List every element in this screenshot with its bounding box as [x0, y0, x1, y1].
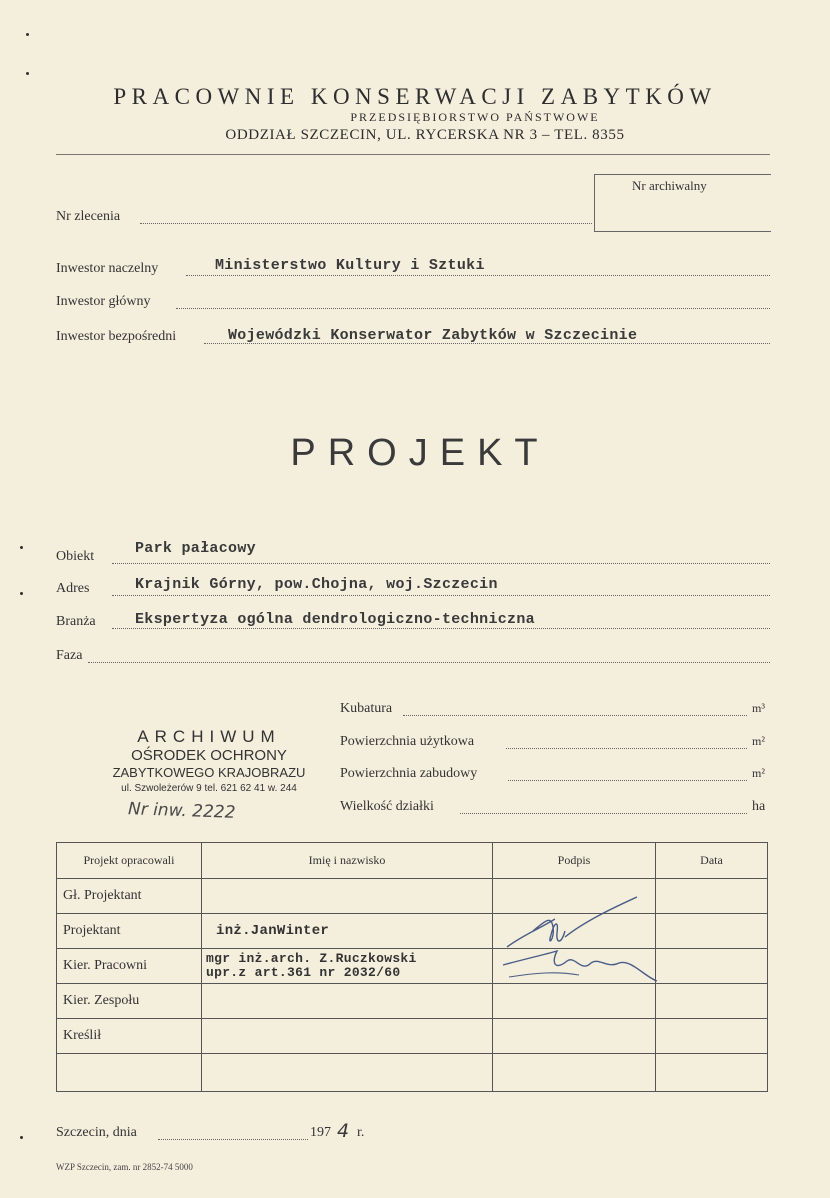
measure-label: Kubatura: [340, 701, 393, 716]
order-number-label: Nr zlecenia: [56, 209, 121, 224]
stamp-line: ul. Szwoleżerów 9 tel. 621 62 41 w. 244: [121, 783, 297, 794]
measure-line: [506, 747, 747, 749]
measure-unit: m²: [752, 766, 765, 780]
object-field-label: Branża: [56, 614, 96, 629]
date-cell: [656, 949, 768, 984]
table-header-cell: Podpis: [493, 843, 656, 879]
role-cell: Kier. Pracowni: [57, 949, 202, 984]
year-suffix: r.: [357, 1125, 365, 1140]
name-cell: [202, 984, 493, 1019]
table-header-cell: Data: [656, 843, 768, 879]
name-cell: [202, 1054, 493, 1092]
investor-line: [186, 274, 770, 276]
measure-label: Wielkość działki: [340, 799, 434, 814]
organization-name: PRACOWNIE KONSERWACJI ZABYTKÓW: [113, 84, 717, 109]
punch-mark: [20, 1136, 23, 1139]
measure-label: Powierzchnia użytkowa: [340, 734, 475, 749]
punch-mark: [20, 546, 23, 549]
name-cell: [202, 879, 493, 914]
inventory-number: Nr inw. 2222: [127, 799, 236, 823]
measure-unit: m³: [752, 701, 765, 715]
signature-cell: [493, 1019, 656, 1054]
measure-label: Powierzchnia zabudowy: [340, 766, 478, 781]
date-cell: [656, 1019, 768, 1054]
date-cell: [656, 914, 768, 949]
role-cell: Kreślił: [57, 1019, 202, 1054]
measure-unit: ha: [752, 799, 766, 814]
object-field-value: Ekspertyza ogólna dendrologiczno-techniczna: [135, 611, 535, 628]
stamp-line: OŚRODEK OCHRONY: [131, 747, 287, 764]
print-note: WZP Szczecin, zam. nr 2852-74 5000: [56, 1162, 193, 1172]
header-divider: [56, 154, 770, 155]
measure-line: [460, 812, 747, 814]
table-header-cell: Imię i nazwisko: [202, 843, 493, 879]
role-cell: Projektant: [57, 914, 202, 949]
investor-value: Wojewódzki Konserwator Zabytków w Szczecinie: [228, 327, 638, 344]
investor-label: Inwestor bezpośredni: [56, 329, 177, 344]
investor-line: [176, 307, 770, 309]
investor-label: Inwestor główny: [56, 294, 151, 309]
document-title: PROJEKT: [290, 432, 550, 474]
punch-mark: [20, 592, 23, 595]
stamp-line: ARCHIWUM: [137, 727, 281, 746]
punch-mark: [26, 72, 29, 75]
role-cell: Kier. Zespołu: [57, 984, 202, 1019]
object-field-line: [112, 594, 770, 596]
object-field-label: Adres: [56, 581, 90, 596]
table-row: [57, 1054, 768, 1092]
investor-label: Inwestor naczelny: [56, 261, 159, 276]
date-line: [158, 1138, 308, 1140]
object-field-value: Krajnik Górny, pow.Chojna, woj.Szczecin: [135, 576, 498, 593]
branch-address: ODDZIAŁ SZCZECIN, UL. RYCERSKA NR 3 – TEL. 8355: [225, 127, 625, 143]
table-header-cell: Projekt opracowali: [57, 843, 202, 879]
object-field-label: Faza: [56, 648, 83, 663]
name-cell: inż.JanWinter: [202, 914, 493, 949]
handwritten-signature: [495, 885, 670, 995]
order-number-line: [140, 222, 592, 224]
measure-line: [403, 714, 747, 716]
year-prefix: 197: [310, 1125, 331, 1140]
signature-cell: [493, 1054, 656, 1092]
object-field-line: [112, 562, 770, 564]
date-cell: [656, 984, 768, 1019]
enterprise-type: PRZEDSIĘBIORSTWO PAŃSTWOWE: [350, 110, 600, 124]
role-cell: [57, 1054, 202, 1092]
place-date-label: Szczecin, dnia: [56, 1125, 137, 1140]
table-header-row: [57, 843, 768, 879]
archive-number-label: Nr archiwalny: [632, 178, 707, 193]
date-cell: [656, 879, 768, 914]
date-cell: [656, 1054, 768, 1092]
object-field-value: Park pałacowy: [135, 540, 256, 557]
punch-mark: [26, 33, 29, 36]
stamp-line: ZABYTKOWEGO KRAJOBRAZU: [112, 765, 306, 780]
role-cell: Gł. Projektant: [57, 879, 202, 914]
measure-unit: m²: [752, 734, 765, 748]
archive-stamp: [100, 727, 318, 794]
name-cell: mgr inż.arch. Z.Ruczkowski upr.z art.361 nr 2032/60: [202, 949, 493, 984]
object-field-line: [88, 661, 770, 663]
year-digit: 4: [337, 1120, 350, 1142]
measure-line: [508, 779, 747, 781]
table-row: [57, 1019, 768, 1054]
investor-value: Ministerstwo Kultury i Sztuki: [215, 257, 485, 274]
name-cell: [202, 1019, 493, 1054]
object-field-label: Obiekt: [56, 549, 95, 564]
